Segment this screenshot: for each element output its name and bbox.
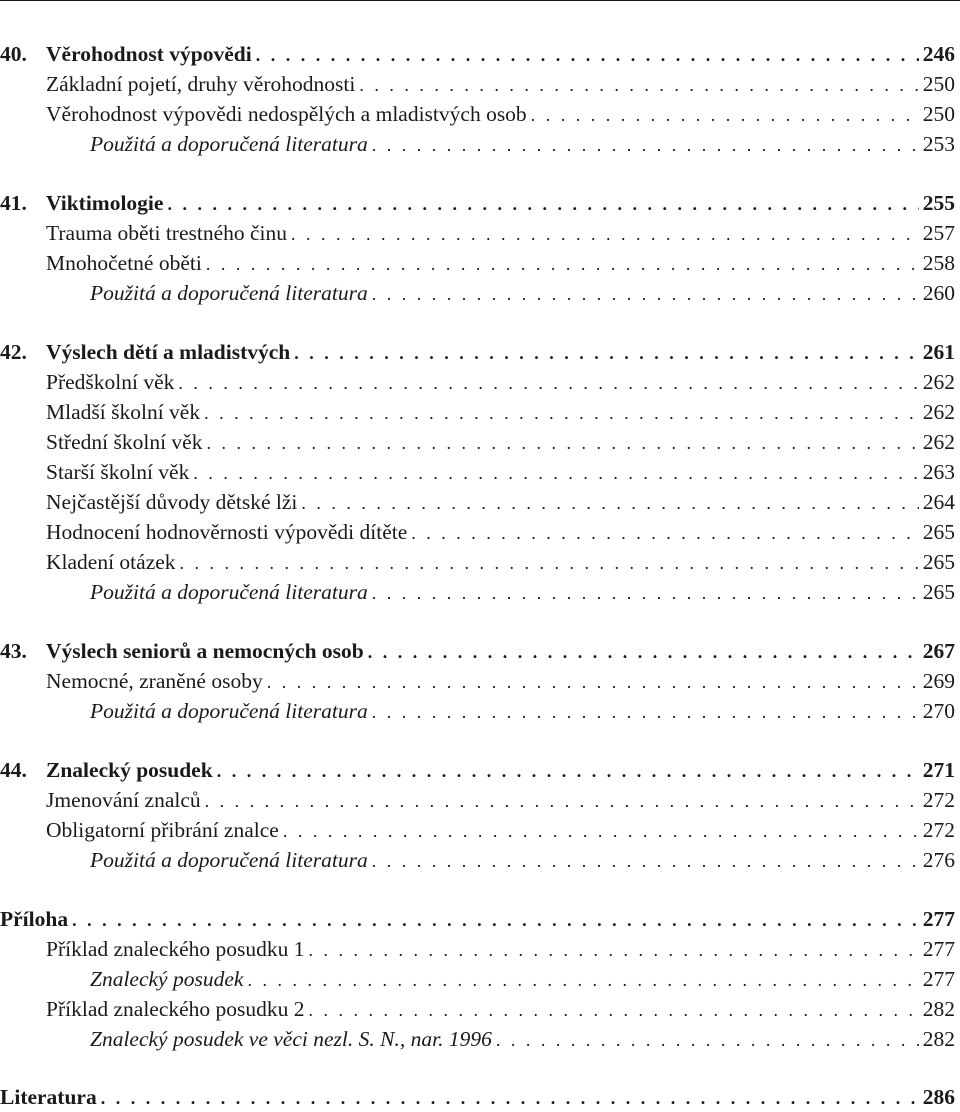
chapter-number: 42.	[0, 340, 27, 364]
dot-leader	[180, 548, 919, 577]
entry-title: Mnohočetné oběti	[46, 251, 202, 275]
entry-title: Použitá a doporučená literatura	[90, 580, 368, 604]
page-number: 246	[922, 42, 955, 66]
page-number: 276	[922, 848, 955, 872]
chapter-number: 44.	[0, 758, 27, 782]
page-number: 286	[922, 1085, 955, 1109]
toc-entry[interactable]	[0, 547, 955, 577]
toc-chapter-43[interactable]	[0, 636, 955, 666]
toc-literature-entry[interactable]	[0, 129, 955, 159]
entry-title: Kladení otázek	[46, 550, 176, 574]
toc-entry[interactable]	[0, 994, 955, 1024]
dot-leader	[411, 518, 919, 547]
entry-title: Nejčastější důvody dětské lži	[46, 490, 298, 514]
toc-entry[interactable]	[0, 69, 955, 99]
dot-leader	[256, 40, 919, 69]
toc-entry[interactable]	[0, 517, 955, 547]
page-number: 250	[922, 102, 955, 126]
page-number: 270	[922, 699, 955, 723]
dot-leader	[372, 578, 919, 607]
page-number: 282	[922, 997, 955, 1021]
entry-title: Nemocné, zraněné osoby	[46, 669, 263, 693]
toc-entry[interactable]	[0, 427, 955, 457]
dot-leader	[372, 846, 919, 875]
toc-entry[interactable]	[0, 934, 955, 964]
dot-leader	[309, 995, 919, 1024]
page-number: 277	[922, 937, 955, 961]
dot-leader	[291, 219, 919, 248]
dot-leader	[267, 667, 919, 696]
toc-literature-entry[interactable]	[0, 696, 955, 726]
page-number: 282	[922, 1027, 955, 1051]
page-number: 257	[922, 221, 955, 245]
toc-literature-entry[interactable]	[0, 845, 955, 875]
entry-title: Znalecký posudek	[90, 967, 244, 991]
toc-entry[interactable]	[0, 397, 955, 427]
page-number: 258	[922, 251, 955, 275]
page-number: 255	[922, 191, 955, 215]
page-number: 271	[922, 758, 955, 782]
entry-title: Jmenování znalců	[46, 788, 201, 812]
page-number: 264	[922, 490, 955, 514]
dot-leader	[368, 637, 919, 666]
page-number: 265	[922, 520, 955, 544]
toc-entry[interactable]	[0, 248, 955, 278]
page-number: 277	[922, 967, 955, 991]
toc-entry[interactable]	[0, 457, 955, 487]
dot-leader	[206, 428, 918, 457]
entry-title: Starší školní věk	[46, 460, 190, 484]
page-number: 265	[922, 580, 955, 604]
chapter-title: Věrohodnost výpovědi	[46, 42, 252, 66]
entry-title: Obligatorní přibrání znalce	[46, 818, 279, 842]
chapter-title: Literatura	[0, 1085, 97, 1109]
page-number: 262	[922, 400, 955, 424]
dot-leader	[294, 338, 918, 367]
dot-leader	[205, 786, 919, 815]
toc-entry[interactable]	[0, 785, 955, 815]
toc-entry[interactable]	[0, 99, 955, 129]
chapter-title: Příloha	[0, 907, 69, 931]
page-number: 253	[922, 132, 955, 156]
toc-chapter-44[interactable]	[0, 755, 955, 785]
entry-title: Střední školní věk	[46, 430, 203, 454]
entry-title: Znalecký posudek ve věci nezl. S. N., nar. 1996	[90, 1027, 492, 1051]
entry-title: Použitá a doporučená literatura	[90, 281, 368, 305]
toc-appendix[interactable]	[0, 904, 955, 934]
dot-leader	[178, 368, 918, 397]
toc-literature-entry[interactable]	[0, 577, 955, 607]
dot-leader	[167, 189, 918, 218]
toc-chapter-42[interactable]	[0, 337, 955, 367]
entry-title: Základní pojetí, druhy věrohodnosti	[46, 72, 356, 96]
entry-title: Použitá a doporučená literatura	[90, 132, 368, 156]
entry-title: Příklad znaleckého posudku 1	[46, 937, 305, 961]
page-number: 261	[922, 340, 955, 364]
page-number: 260	[922, 281, 955, 305]
toc-chapter-40[interactable]	[0, 39, 955, 69]
dot-leader	[283, 816, 919, 845]
page-number: 269	[922, 669, 955, 693]
page-number: 267	[922, 639, 955, 663]
chapter-title: Viktimologie	[46, 191, 164, 215]
entry-title: Příklad znaleckého posudku 2	[46, 997, 305, 1021]
top-rule	[0, 0, 960, 1]
toc-bibliography[interactable]	[0, 1082, 955, 1112]
chapter-title: Výslech dětí a mladistvých	[46, 340, 291, 364]
dot-leader	[372, 130, 919, 159]
dot-leader	[101, 1083, 919, 1112]
toc-entry[interactable]	[0, 367, 955, 397]
entry-title: Předškolní věk	[46, 370, 175, 394]
page-number: 250	[922, 72, 955, 96]
chapter-number: 41.	[0, 191, 27, 215]
page-number: 277	[922, 907, 955, 931]
dot-leader	[204, 398, 919, 427]
toc-subentry[interactable]	[0, 964, 955, 994]
dot-leader	[247, 965, 918, 994]
toc-entry[interactable]	[0, 815, 955, 845]
page-number: 272	[922, 788, 955, 812]
page-number: 262	[922, 430, 955, 454]
chapter-title: Výslech seniorů a nemocných osob	[46, 639, 364, 663]
chapter-title: Znalecký posudek	[46, 758, 213, 782]
dot-leader	[496, 1025, 919, 1054]
entry-title: Trauma oběti trestného činu	[46, 221, 288, 245]
entry-title: Mladší školní věk	[46, 400, 201, 424]
dot-leader	[193, 458, 918, 487]
chapter-number: 43.	[0, 639, 27, 663]
page-number: 265	[922, 550, 955, 574]
toc-chapter-41[interactable]	[0, 188, 955, 218]
entry-title: Hodnocení hodnověrnosti výpovědi dítěte	[46, 520, 408, 544]
toc-entry[interactable]	[0, 218, 955, 248]
toc-subentry[interactable]	[0, 1024, 955, 1054]
dot-leader	[531, 100, 919, 129]
dot-leader	[309, 935, 919, 964]
dot-leader	[217, 756, 919, 785]
toc-entry[interactable]	[0, 487, 955, 517]
dot-leader	[206, 249, 919, 278]
entry-title: Použitá a doporučená literatura	[90, 699, 368, 723]
toc-entry[interactable]	[0, 666, 955, 696]
chapter-number: 40.	[0, 42, 27, 66]
dot-leader	[301, 488, 918, 517]
dot-leader	[372, 697, 919, 726]
page-number: 262	[922, 370, 955, 394]
page-number: 263	[922, 460, 955, 484]
entry-title: Věrohodnost výpovědi nedospělých a mladistvých osob	[46, 102, 527, 126]
dot-leader	[359, 70, 918, 99]
entry-title: Použitá a doporučená literatura	[90, 848, 368, 872]
page-number: 272	[922, 818, 955, 842]
dot-leader	[372, 279, 919, 308]
toc-literature-entry[interactable]	[0, 278, 955, 308]
dot-leader	[72, 905, 919, 934]
